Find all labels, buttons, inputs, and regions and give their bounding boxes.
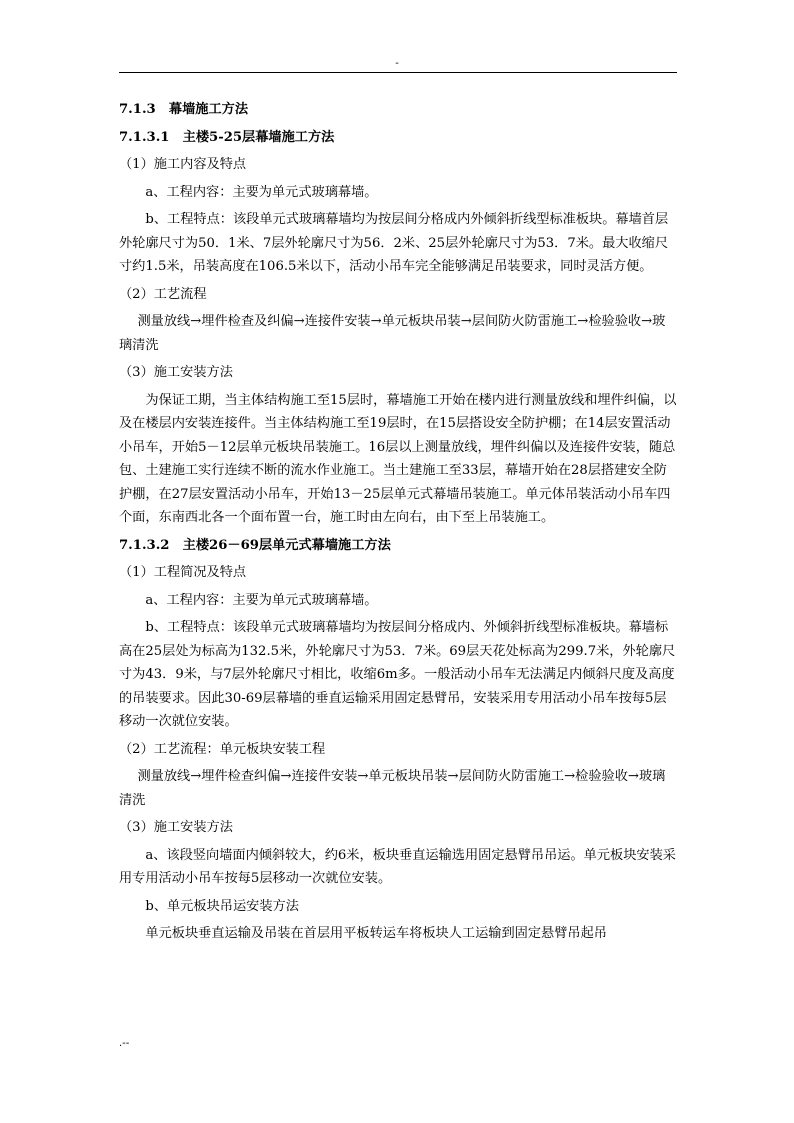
- section-heading: 7.1.3 幕墙施工方法: [119, 102, 249, 117]
- page-header-mark: -: [395, 58, 399, 69]
- process-flow: 测量放线→埋件检查纠偏→连接件安装→单元板块吊装→层间防火防雷施工→检验验收→玻璃清洗: [119, 769, 666, 808]
- list-item: （1）施工内容及特点: [119, 157, 247, 172]
- paragraph: b、工程特点：该段单元式玻璃幕墙均为按层间分格成内、外倾斜折线型标准板块。幕墙标高在25层处为标高为132.5米，外轮廓尺寸为53．7米。69层天花处标高为299.7米，外轮廓尺寸为43．9米，与7层外轮廓尺寸相比，收缩6m多。一般活动小吊车无法满足内倾斜尺度及高度的吊装要求。因此30-69层幕墙的垂直运输采用固定悬臂吊，安装采用专用活动小吊车按每5层移动一次就位安装。: [119, 620, 676, 729]
- subsection-heading: 7.1.3.1 主楼5-25层幕墙施工方法: [119, 129, 335, 145]
- paragraph: 为保证工期，当主体结构施工至15层时，幕墙施工开始在楼内进行测量放线和埋件纠偏，以及在楼层内安装连接件。当主体结构施工至19层时，在15层搭设安全防护棚；在14层安置活动小吊车，开始5－12层单元板块吊装施工。16层以上测量放线，埋件纠偏以及连接件安装，随总包、土建施工实行连续不断的流水作业施工。当土建施工至33层，幕墙开始在28层搭建安全防护棚，在27层安置活动小吊车，开始13－25层单元式幕墙吊装施工。单元体吊装活动小吊车四个面，东南西北各一个面布置一台，施工时由左向右，由下至上吊装施工。: [119, 392, 677, 525]
- footer-mark: .--: [119, 1038, 130, 1049]
- paragraph: a、工程内容：主要为单元式玻璃幕墙。: [145, 184, 378, 200]
- paragraph: a、该段竖向墙面内倾斜较大，约6米，板块垂直运输选用固定悬臂吊吊运。单元板块安装采用专用活动小吊车按每5层移动一次就位安装。: [119, 847, 676, 886]
- paragraph: 单元板块垂直运输及吊装在首层用平板转运车将板块人工运输到固定悬臂吊起吊: [145, 926, 607, 941]
- paragraph: b、工程特点：该段单元式玻璃幕墙均为按层间分格成内外倾斜折线型标准板块。幕墙首层外轮廓尺寸为50．1米、7层外轮廓尺寸为56．2米、25层外轮廓尺寸为53．7米。最大收缩尺寸约1.5米，吊装高度在106.5米以下，活动小吊车完全能够满足吊装要求，同时灵活方便。: [119, 212, 669, 274]
- header-rule: [119, 72, 677, 73]
- list-item: （3）施工安装方法: [119, 820, 233, 835]
- document-body: [119, 92, 677, 946]
- paragraph: b、单元板块吊运安装方法: [145, 898, 299, 914]
- process-flow: 测量放线→埋件检查及纠偏→连接件安装→单元板块吊装→层间防火防雷施工→检验验收→玻璃清洗: [119, 314, 666, 353]
- paragraph: a、工程内容：主要为单元式玻璃幕墙。: [145, 592, 378, 608]
- list-item: （2）工艺流程: [119, 286, 207, 302]
- subsection-heading: 7.1.3.2 主楼26－69层单元式幕墙施工方法: [119, 537, 391, 553]
- list-item: （3）施工安装方法: [119, 365, 233, 380]
- list-item: （2）工艺流程：单元板块安装工程: [119, 741, 326, 757]
- list-item: （1）工程简况及特点: [119, 565, 247, 580]
